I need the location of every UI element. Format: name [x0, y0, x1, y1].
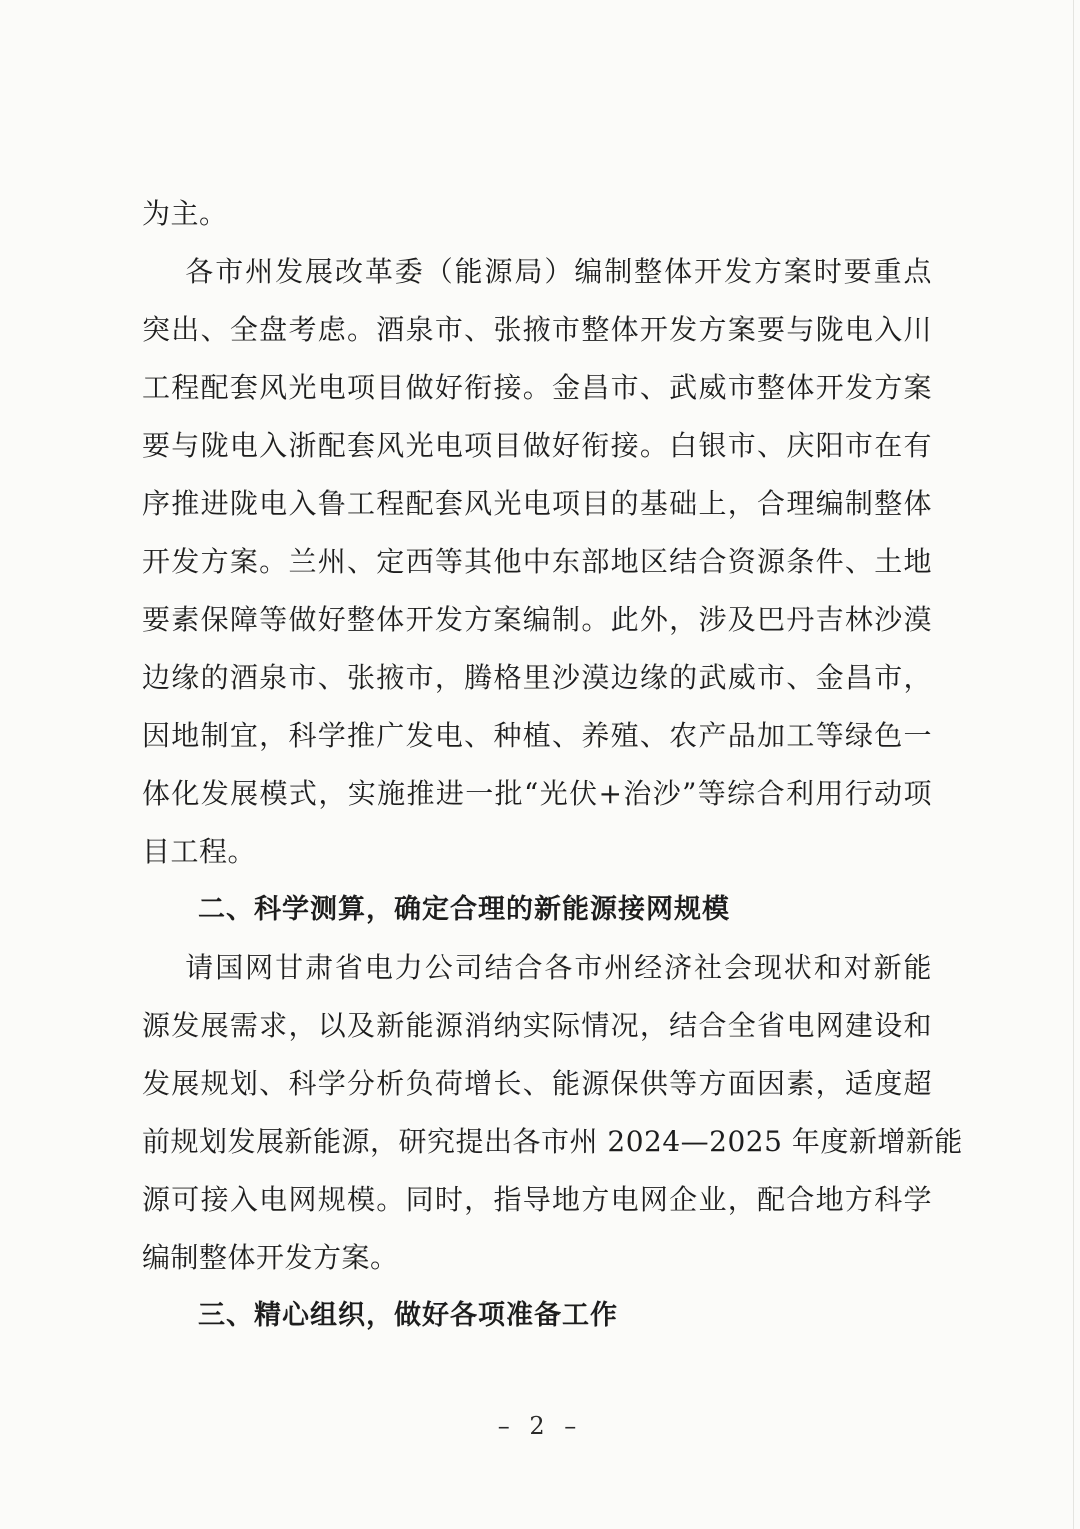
paragraph-3-line-2: 源发展需求，以及新能源消纳实际情况，结合全省电网建设和: [142, 1009, 932, 1042]
paragraph-2-line-3: 工程配套风光电项目做好衔接。金昌市、武威市整体开发方案: [142, 371, 932, 404]
paragraph-3-line-5: 源可接入电网规模。同时，指导地方电网企业，配合地方科学: [142, 1183, 932, 1216]
paragraph-2-line-6: 开发方案。兰州、定西等其他中东部地区结合资源条件、土地: [142, 545, 932, 578]
paragraph-1-line-1: 为主。: [142, 197, 228, 230]
paragraph-3-line-4: 前规划发展新能源，研究提出各市州 2024—2025 年度新增新能: [142, 1125, 963, 1158]
paragraph-2-line-7: 要素保障等做好整体开发方案编制。此外，涉及巴丹吉林沙漠: [142, 603, 932, 636]
paragraph-2-line-2: 突出、全盘考虑。酒泉市、张掖市整体开发方案要与陇电入川: [142, 313, 932, 346]
paragraph-2-line-11: 目工程。: [142, 835, 257, 868]
paragraph-2-line-5: 序推进陇电入鲁工程配套风光电项目的基础上，合理编制整体: [142, 487, 932, 520]
page-number: – 2 –: [497, 1412, 583, 1440]
scan-edge-line: [1073, 0, 1074, 1529]
paragraph-2-line-1: 各市州发展改革委（能源局）编制整体开发方案时要重点: [142, 255, 932, 288]
paragraph-3-line-3: 发展规划、科学分析负荷增长、能源保供等方面因素，适度超: [142, 1067, 932, 1100]
body-text: [142, 185, 963, 1345]
paragraph-2-line-8: 边缘的酒泉市、张掖市，腾格里沙漠边缘的武威市、金昌市，: [142, 661, 932, 694]
paragraph-3-line-1: 请国网甘肃省电力公司结合各市州经济社会现状和对新能: [142, 951, 932, 984]
section-heading-3: 三、精心组织，做好各项准备工作: [198, 1300, 618, 1331]
paragraph-3-line-6: 编制整体开发方案。: [142, 1241, 399, 1274]
paragraph-2-line-9: 因地制宜，科学推广发电、种植、养殖、农产品加工等绿色一: [142, 719, 932, 752]
paragraph-2-line-4: 要与陇电入浙配套风光电项目做好衔接。白银市、庆阳市在有: [142, 429, 932, 462]
section-heading-2: 二、科学测算，确定合理的新能源接网规模: [198, 894, 730, 925]
paragraph-2-line-10: 体化发展模式，实施推进一批“光伏+治沙”等综合利用行动项: [142, 777, 932, 810]
